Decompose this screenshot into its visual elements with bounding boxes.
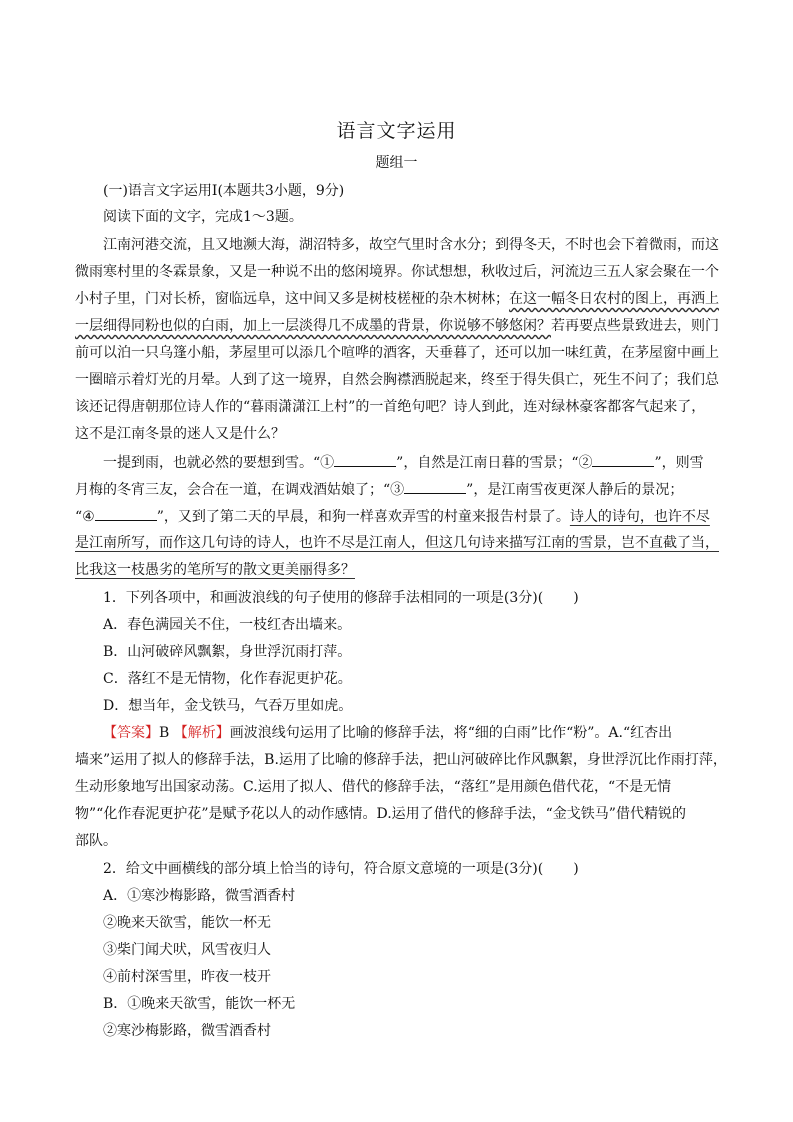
question-1-stem [103, 588, 579, 608]
p1-line-3-text: 小村子里，门对长桥，窗临远阜，这中间又多是树枝槎桠的杂木树林； [75, 291, 509, 307]
p1-line-2: 微雨寒村里的冬霖景象，又是一种说不出的悠闲境界。你试想想，秋收过后，河流边三五人家会聚在一个 [75, 264, 719, 280]
p2-line-4: 是江南所写，而作这几句诗的诗人，也许不尽是江南人，但这几句诗来描写江南的雪景，岂不直截了当， [75, 535, 719, 551]
q2-line-2: ②晚来天欲雪，能饮一杯无 [103, 915, 271, 931]
p1-line-1: 江南河港交流，且又地濒大海，湖沼特多，故空气里时含水分；到得冬天，不时也会下着微雨，而这 [103, 237, 719, 253]
analysis-line-2: 墙来”运用了拟人的修辞手法，B.运用了比喻的修辞手法，把山河破碎比作风飘絮，身世浮沉比作雨打萍， [75, 752, 727, 768]
page-title: 语言文字运用 [336, 120, 457, 142]
blank-2 [592, 452, 654, 467]
section-header: (一)语言文字运用Ⅰ(本题共3小题，9分) [103, 183, 345, 199]
wavy-underlined-sentence-cont: 一层细得同粉也似的白雨，加上一层淡得几不成墨的背景，你说够不够悠闲？ [75, 318, 551, 334]
question-2-text: 2．给文中画横线的部分填上恰当的诗句，符合原文意境的一项是(3分)( [103, 861, 544, 877]
p1-line-8: 这不是江南冬景的迷人又是什么？ [75, 426, 285, 442]
p2-line-2 [75, 479, 683, 500]
p1-line-6: 一圈暗示着灯光的月晕。人到了这一境界，自然会胸襟洒脱起来，终至于得失俱亡，死生不问了；我们总 [75, 372, 719, 388]
analysis-text-1: 画波浪线句运用了比喻的修辞手法，将“细的白雨”比作“粉”。A.“红杏出 [229, 725, 673, 741]
answer-value: B [159, 725, 170, 741]
p2-line-1-a: 一提到雨，也就必然的要想到雪。“① [103, 455, 335, 471]
q2-line-5: B．①晚来天欲雪，能饮一杯无 [103, 996, 296, 1012]
p2-line-1-b: ”，自然是江南日暮的雪景；“② [396, 455, 593, 471]
p2-line-3 [75, 506, 710, 527]
question-1-text: 1．下列各项中，和画波浪线的句子使用的修辞手法相同的一项是(3分)( [103, 590, 544, 606]
analysis-line-3: 生动形象地写出国家动荡。C.运用了拟人、借代的修辞手法，“落红”是用颜色借代花，“不是无情 [75, 779, 672, 795]
analysis-line-4: 物”“化作春泥更护花”是赋予花以人的动作感情。D.运用了借代的修辞手法，“金戈铁马”借代精锐的 [75, 806, 686, 822]
instruction: 阅读下面的文字，完成1～3题。 [103, 209, 303, 225]
p2-line-1-c: ”，则雪 [654, 455, 704, 471]
blank-1 [334, 452, 396, 467]
p2-line-3-a: “④ [75, 509, 95, 525]
p2-line-3-b: ”，又到了第二天的早晨，和狗一样喜欢弄雪的村童来报告村景了。 [156, 509, 570, 525]
p1-line-4-text: 若再要点些景致进去，则门 [551, 318, 719, 334]
answer-line-1 [103, 723, 672, 743]
page-subtitle: 题组一 [375, 155, 418, 171]
p2-line-1 [103, 452, 704, 473]
analysis-line-5: 部队。 [75, 833, 117, 849]
q1-option-a: A．春色满园关不住，一枝红杏出墙来。 [103, 617, 352, 633]
q2-line-3: ③柴门闻犬吠，风雪夜归人 [103, 942, 271, 958]
underlined-sentence: 诗人的诗句，也许不尽 [569, 509, 710, 525]
q1-option-c: C．落红不是无情物，化作春泥更护花。 [103, 671, 352, 687]
p1-line-5: 前可以泊一只乌篷小船，茅屋里可以添几个喧哗的酒客，天垂暮了，还可以加一味红黄，在茅屋窗中画上 [75, 345, 719, 361]
q1-option-b: B．山河破碎风飘絮，身世浮沉雨打萍。 [103, 644, 352, 660]
p2-line-2-a: 月梅的冬宵三友，会合在一道，在调戏酒姑娘了；“③ [75, 482, 405, 498]
analysis-label: 【解析】 [173, 725, 230, 741]
blank-3 [404, 479, 466, 494]
q1-option-d: D．想当年，金戈铁马，气吞万里如虎。 [103, 698, 353, 714]
blank-4 [95, 506, 157, 521]
wavy-underlined-sentence: 在这一幅冬日农村的图上，再洒上 [509, 291, 719, 307]
p2-line-5: 比我这一枝愚劣的笔所写的散文更美丽得多？ [75, 562, 355, 578]
answer-label: 【答案】 [103, 725, 159, 741]
p1-line-3 [75, 289, 719, 309]
question-2-stem [103, 859, 579, 879]
question-1-close-paren: ) [573, 590, 579, 606]
q2-line-1: A．①寒沙梅影路，微雪酒香村 [103, 888, 296, 904]
q2-line-4: ④前村深雪里，昨夜一枝开 [103, 969, 271, 985]
question-2-close-paren: ) [573, 861, 579, 877]
q2-line-6: ②寒沙梅影路，微雪酒香村 [103, 1023, 271, 1039]
p2-line-2-b: ”，是江南雪夜更深人静后的景况； [466, 482, 684, 498]
p1-line-4 [75, 316, 719, 336]
p1-line-7: 该还记得唐朝那位诗人作的“暮雨潇潇江上村”的一首绝句吧？诗人到此，连对绿林豪客都客气起来了， [75, 399, 706, 415]
